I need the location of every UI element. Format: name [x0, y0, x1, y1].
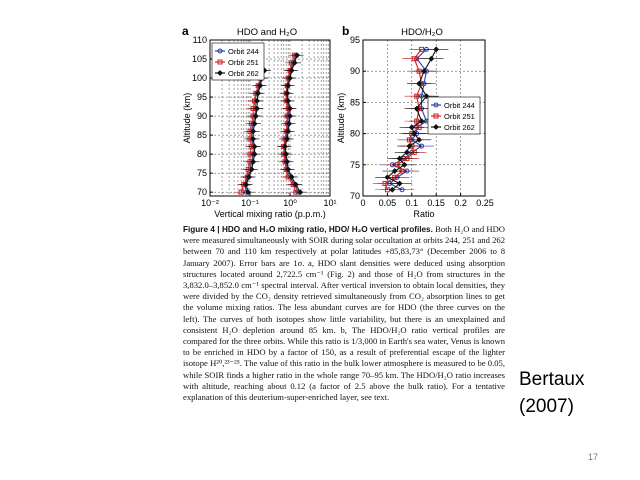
panel-a: [182, 24, 337, 219]
panel-b-letter: b: [342, 24, 350, 38]
panel-a-legend: [212, 43, 264, 80]
x-tick-label: 10⁻¹: [241, 198, 259, 208]
legend-entry: Orbit 262: [228, 69, 259, 78]
legend-entry: Orbit 251: [444, 112, 475, 121]
panel-b-title: HDO/H₂O: [401, 27, 443, 38]
x-tick-label: 10¹: [323, 198, 337, 208]
x-tick-label: 10⁻²: [201, 198, 219, 208]
x-tick-label: 0.05: [378, 198, 397, 208]
y-tick-label: 75: [349, 159, 360, 170]
panel-b: [336, 24, 494, 219]
panel-a-letter: a: [182, 24, 189, 38]
citation-year: (2007): [519, 396, 574, 417]
y-tick-label: 90: [349, 66, 360, 77]
y-tick-label: 80: [349, 128, 360, 139]
y-tick-label: 100: [191, 73, 207, 84]
panel-b-xlabel: Ratio: [413, 209, 435, 219]
x-tick-label: 0.25: [476, 198, 494, 208]
panel-a-ylabel: Altitude (km): [182, 92, 192, 144]
panel-b-legend: [428, 97, 480, 134]
y-tick-label: 85: [349, 97, 360, 108]
page-number: 17: [588, 452, 599, 462]
legend-entry: Orbit 251: [228, 58, 259, 67]
citation: [519, 366, 584, 420]
caption-text: [183, 224, 505, 403]
y-tick-label: 75: [196, 168, 207, 179]
y-tick-label: 110: [192, 35, 207, 45]
y-tick-label: 90: [196, 111, 207, 122]
caption-heading: Figure 4 | HDO and H₂O mixing ratio, HDO/ H₂O vertical profiles.: [183, 225, 433, 234]
panel-a-xlabel: Vertical mixing ratio (p.p.m.): [214, 209, 326, 219]
caption-body: Both H₂O and HDO were measured simultaneously with SOIR during solar occultation at orbits 244, 251 and 262 between 70 and 110 km respectively at polar latitudes +85,83,73° (December 2006 to 8 January 2007). Error bars are 1σ. a, HDO slant densities were deduced using absorption structures located around 2,722.5 cm⁻¹ (Fig. 2) and those of H₂O from structures in the 3,832.0–3,852.0 cm⁻¹ spectral interval. After vertical inversion to obtain local densities, they were divided by the CO₂ density retrieved simultaneously from CO₂ absorption lines to get the volume mixing ratios. The less abundant curves are for HDO (the three curves on the left). The curves of both isotopes show little variability, but there is an unexplained and consistent H₂O depletion around 85 km. b, The HDO/H₂O ratio vertical profiles are compared for the three orbits. While this ratio is 1/3,000 in Earth's sea water, Venus is known to be enriched in HDO by a factor of 150, as a result of preferential escape of the lighter isotope H²⁰,²³⁻²⁵. The value of this ratio in the bulk lower atmosphere is measured to be 0.05, while SOIR finds a higher ratio in the whole range 70–95 km. The HDO/H₂O ratio increases with altitude, reaching about 0.12 (a factor of 2.5 above the bulk ratio). For a tentative explanation of this deuterium-super-enriched layer, see text.: [183, 224, 506, 403]
citation-author: Bertaux: [519, 369, 585, 390]
y-tick-label: 70: [196, 187, 207, 198]
y-tick-label: 105: [191, 54, 207, 65]
legend-entry: Orbit 244: [228, 47, 259, 56]
x-tick-label: 0.15: [427, 198, 445, 208]
x-tick-label: 0.2: [454, 198, 467, 208]
y-tick-label: 70: [349, 191, 360, 201]
panel-a-title: HDO and H₂O: [236, 27, 298, 38]
data-point: [429, 56, 434, 61]
x-tick-label: 0: [360, 198, 366, 208]
data-point: [434, 47, 439, 52]
legend-entry: Orbit 262: [444, 123, 475, 132]
figure-caption: [183, 224, 505, 403]
y-tick-label: 95: [349, 35, 360, 45]
x-tick-label: 10⁰: [283, 198, 297, 208]
panel-b-ylabel: Altitude (km): [336, 92, 346, 144]
legend-entry: Orbit 244: [444, 101, 475, 110]
y-tick-label: 85: [196, 130, 207, 141]
y-tick-label: 95: [196, 92, 207, 103]
x-tick-label: 0.1: [405, 198, 419, 208]
y-tick-label: 80: [196, 149, 207, 160]
